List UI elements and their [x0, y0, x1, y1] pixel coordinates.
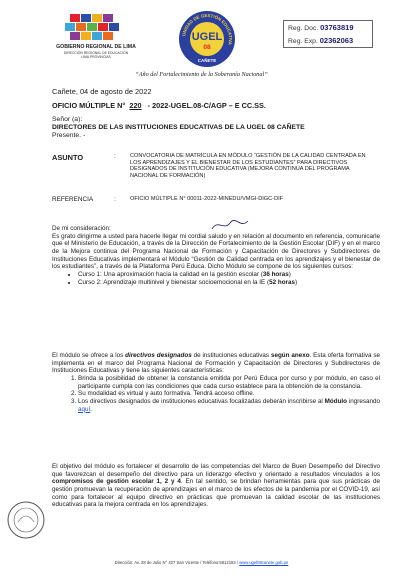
year-motto: “Año del Fortalecimiento de la Soberanía Nacional” — [135, 71, 268, 78]
exp-reg-value: 02362063 — [319, 36, 354, 45]
p2-text-a: El módulo se ofrece a los — [52, 352, 126, 359]
oficio-number: 220 — [129, 101, 142, 110]
addressee-title: DIRECTORES DE LAS INSTITUCIONES EDUCATIVAS DE LA UGEL 08 CAÑETE — [52, 124, 305, 131]
char3-text-c: ingresando — [347, 397, 380, 405]
paragraph-1: Es grato dirigirme a usted para hacerle llegar mi cordial saludo y en relación al documento en referencia, comunicarle que el Ministerio de Educación, a través de la Dirección de Fortalecimiento de la Gestión Escolar (DIF) y en el marco de la Mejora continua del Programa Nacional de Formación y Capacitación de Directores y Subdirectores de Instituciones Educativas implementará el Módulo “Gestión de Calidad centrada en los aprendizajes y el bienestar de los estudiantes”, a través de la Plataforma Perú Educa. Dicho Módulo se compone de los siguientes cursos: — [52, 232, 380, 271]
ugel-ring-text: UNIDAD DE GESTIÓN EDUCATIVA — [181, 12, 234, 46]
p3-compromisos: compromisos de gestión escolar 1, 2 y 4 — [52, 478, 181, 486]
referencia-label: REFERENCIA — [52, 196, 94, 203]
footer-text: Dirección: Av. 28 de Julio N° 427 San Vicente / Teléfono:5812163 / — [114, 560, 240, 565]
characteristic-item — [78, 398, 380, 413]
addressee-block — [52, 116, 305, 140]
characteristic-item: 1. Brinda la posibilidad de obtener la constancia emitida por Perú Educa por curso y por módulo, en caso el participante cumpla con las condiciones que cada curso establece para la obtención de la constancia. — [78, 375, 380, 390]
exp-reg-row — [288, 35, 368, 48]
gob-subtitle-line-2: LIMA PROVINCIAS — [81, 55, 111, 60]
course-2-text: Curso 2: Aprendizaje multinivel y bienestar socioemocional en la IE ( — [78, 278, 270, 286]
characteristics-list — [52, 375, 380, 413]
oficio-number-line — [52, 101, 266, 110]
asunto-colon: : — [114, 153, 116, 160]
gobierno-regional-subtitle — [46, 51, 146, 59]
oficio-suffix: - 2022-UGEL.08-C/AGP – E CC.SS. — [147, 101, 266, 110]
addressee-salute: Señor (a): — [52, 116, 83, 123]
char3-modulo: Módulo — [324, 397, 348, 405]
char3-text-a: Los directivos designados de instituciones educativas focalizadas deberán inscribirse al — [78, 397, 325, 405]
exp-reg-label: Reg. Exp. — [288, 38, 318, 45]
p2-text-c: de instituciones educativas — [191, 352, 271, 359]
gobierno-regional-title: GOBIERNO REGIONAL DE LIMA — [56, 44, 136, 50]
p3-text-a: El objetivo del módulo es fortalecer el desarrollo de las competencias del Marco de Buen Desempeño del Directivo que favorezcan el desempeño del directivo para un liderazgo efectivo y orientado a resultados vinculados a los — [52, 463, 380, 478]
p2-text-e: . Esta oferta formativa se implementa en el marco del Programa Nacional de Formación y Capacitación de Directores y Subdirectores de Instituciones Educativas y tiene las siguientes características: — [52, 352, 380, 375]
footer-address — [0, 560, 403, 565]
referencia-colon: : — [114, 196, 116, 203]
inscription-link[interactable]: aquí — [78, 405, 91, 413]
char3-text-d: . — [90, 405, 93, 413]
doc-reg-row — [288, 22, 368, 35]
greeting: De mi consideración: — [52, 225, 111, 232]
document-date: Cañete, 04 de agosto de 2022 — [52, 87, 152, 96]
characteristic-item: 2. Su modalidad es virtual y auto formativa. Tendrá acceso offline. — [78, 390, 380, 398]
p3-text-c: . En tal sentido, se brindan herramientas para que sus prácticas de gestión promuevan la recuperación de aprendizajes en el marco de los efectos de la pandemia por el COVID-19, así como para fortalecer al equipo directivo en prácticas que promuevan la calidad escolar de las instituciones educativas para la mejora centrada en los aprendizajes. — [52, 478, 380, 509]
asunto-text: CONVOCATORIA DE MATRÍCULA EN MÓDULO “GESTIÓN DE LA CALIDAD CENTRADA EN LOS APRENDIZAJES Y EL BIENESTAR DE LOS ESTUDIANTES” PARA DIRECTIVOS DESIGNADOS DE INSTITUCIÓN EDUCATIVA (MEJORA CONTINUA DEL PROGRAMA NACIONAL DE FORMACIÓN) — [130, 153, 366, 179]
signature — [210, 215, 250, 235]
footer-website-link[interactable]: www.ugel08canete.gob.pe — [239, 560, 289, 565]
gob-subtitle-line-1: DIRECCIÓN REGIONAL DE EDUCACIÓN — [63, 51, 129, 55]
course-2-hours: 52 horas — [269, 278, 296, 286]
addressee-present: Presente. - — [52, 132, 86, 139]
referencia-text: OFICIO MÚLTIPLE N° 00011-2022-MINEDU/VMGI-DIGC-DIF — [130, 196, 284, 202]
doc-reg-value: 03763819 — [320, 23, 354, 32]
body-second-section — [52, 352, 380, 413]
asunto-label: ASUNTO — [52, 153, 84, 162]
course-list — [52, 271, 380, 286]
ugel-name: UGEL — [191, 31, 223, 43]
paragraph-2 — [52, 352, 380, 375]
course-1-text: Curso 1: Una aproximación hacia la calidad en la gestión escolar ( — [78, 270, 263, 278]
p2-segun-anexo: según anexo — [270, 352, 310, 359]
ugel-subtitle: CAÑETE — [197, 58, 217, 63]
institutional-stamp — [6, 500, 46, 540]
registration-box — [283, 20, 373, 48]
course-item — [78, 271, 380, 279]
ugel-logo — [178, 10, 236, 68]
ugel-number: 08 — [203, 44, 211, 51]
doc-reg-label: Reg. Doc. — [288, 25, 319, 32]
course-1-hours: 36 horas — [262, 270, 289, 278]
oficio-prefix: OFICIO MÚLTIPLE N° — [52, 101, 126, 110]
course-2-end: ) — [295, 278, 298, 286]
p2-designados: directivos designados — [125, 352, 192, 359]
course-item — [78, 279, 380, 287]
course-1-end: ) — [288, 270, 291, 278]
paragraph-3 — [52, 463, 380, 509]
